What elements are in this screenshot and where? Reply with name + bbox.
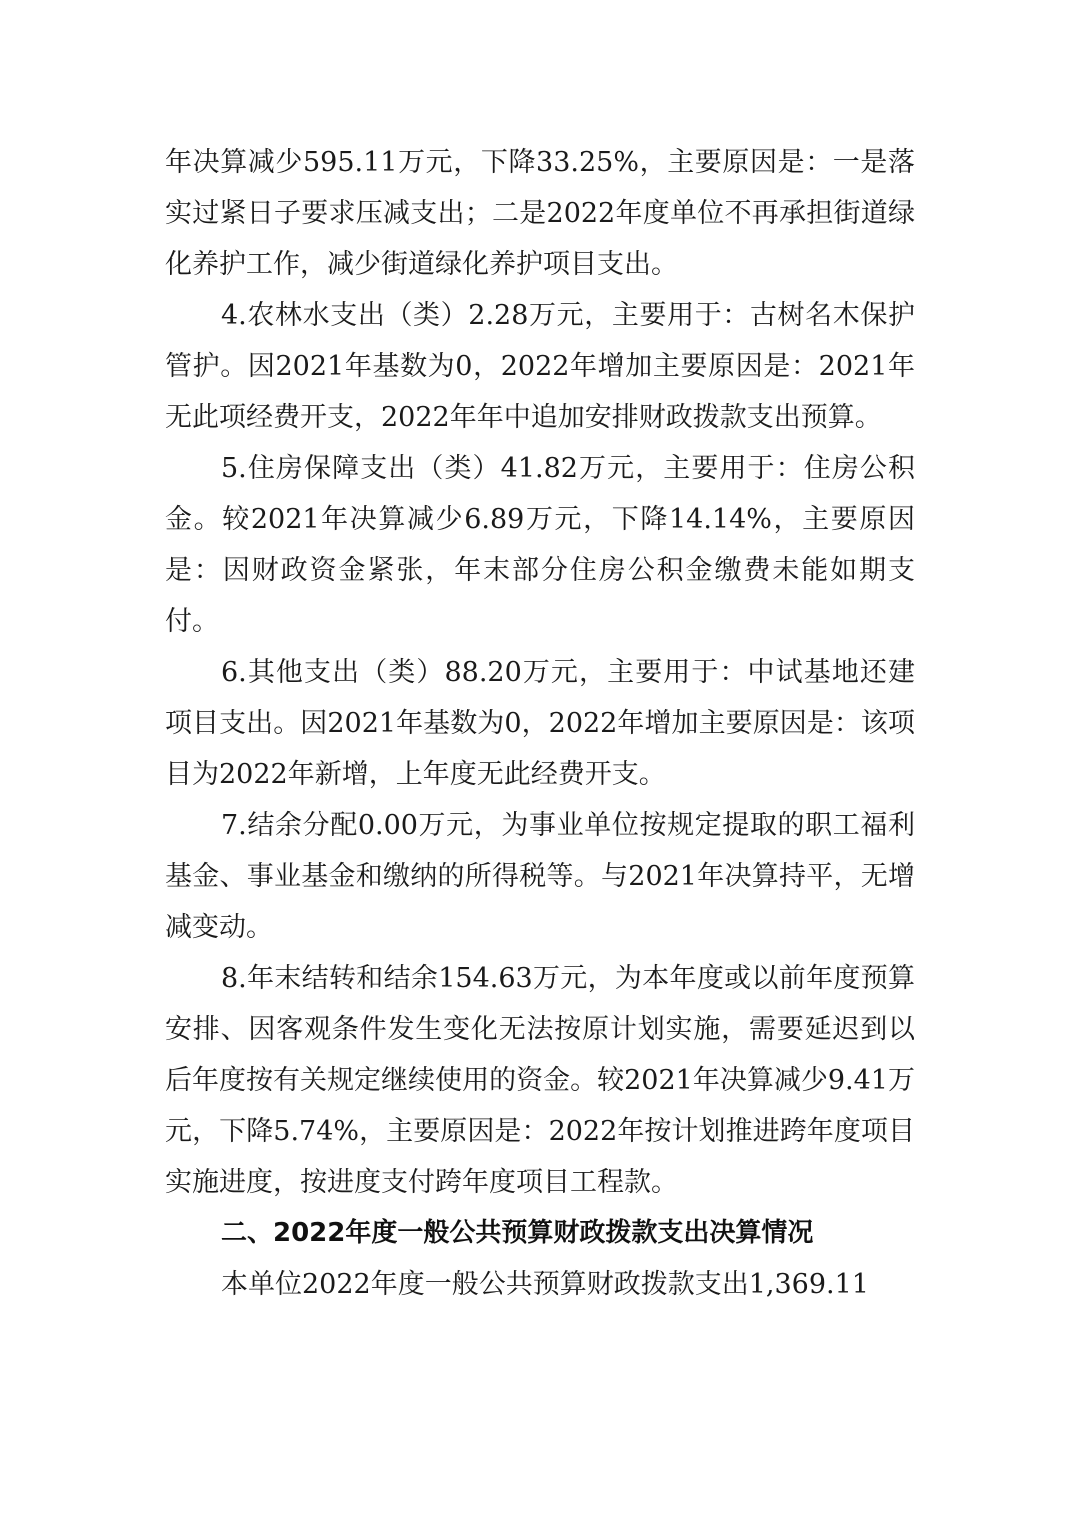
paragraph-item-8: 8.年末结转和结余154.63万元，为本年度或以前年度预算安排、因客观条件发生变化无法按原计划实施，需要延迟到以后年度按有关规定继续使用的资金。较2021年决算减少9.41万元，下降5.74%，主要原因是：2022年按计划推进跨年度项目实施进度，按进度支付跨年度项目工程款。 [165, 963, 915, 1198]
paragraph-last: 本单位2022年度一般公共预算财政拨款支出1,369.11 [221, 1269, 869, 1300]
paragraph-item-4: 4.农林水支出（类）2.28万元，主要用于：古树名木保护管护。因2021年基数为0，2022年增加主要原因是：2021年无此项经费开支，2022年年中追加安排财政拨款支出预算。 [165, 300, 915, 433]
paragraph-continued: 年决算减少595.11万元，下降33.25%，主要原因是：一是落实过紧日子要求压减支出；二是2022年度单位不再承担街道绿化养护工作，减少街道绿化养护项目支出。 [165, 147, 915, 280]
paragraph-item-7: 7.结余分配0.00万元，为事业单位按规定提取的职工福利基金、事业基金和缴纳的所得税等。与2021年决算持平，无增减变动。 [165, 810, 915, 943]
section-heading: 二、2022年度一般公共预算财政拨款支出决算情况 [221, 1218, 814, 1248]
document-body [165, 137, 915, 1310]
paragraph-item-5: 5.住房保障支出（类）41.82万元，主要用于：住房公积金。较2021年决算减少6.89万元，下降14.14%，主要原因是：因财政资金紧张，年末部分住房公积金缴费未能如期支付。 [165, 453, 915, 637]
paragraph-item-6: 6.其他支出（类）88.20万元，主要用于：中试基地还建项目支出。因2021年基数为0，2022年增加主要原因是：该项目为2022年新增，上年度无此经费开支。 [165, 657, 915, 790]
